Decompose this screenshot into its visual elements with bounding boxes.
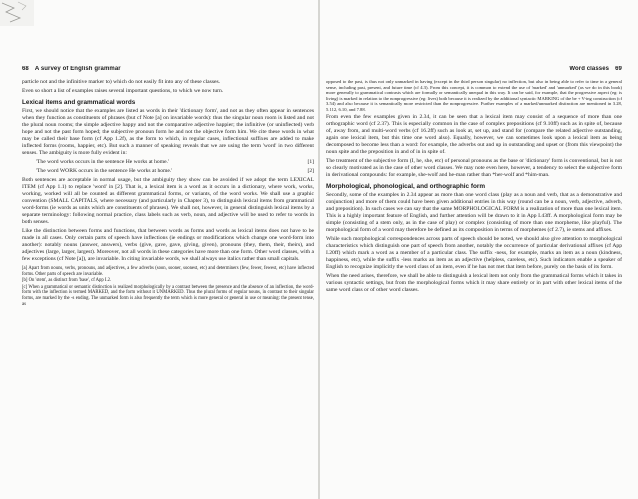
paragraph: Like the distinction between forms and functions, that between words as forms and words as lexical items does not have to be made in all cases. Only certain parts of speech have inflections (ie endings or modifications which change one word-form into another): notably nouns (answer, answers), verbs (give, gave, gave, giving, given), pronouns (they, them, their, theirs), and adjectives (large, larger, largest). Moreover, not all words in these categories have more than one form. Other word classes, with a few exceptions (cf Note [a]), are invariable. In citing invariable words, we shall always use italics rather than small capitals. [22, 228, 314, 262]
paragraph: When the need arises, therefore, we shall be able to distinguish a lexical item not only from the grammatical forms which it takes in various syntactic settings, but from the morphological forms which it may share entirely or in part with other lexical items of the same word class or of other word classes. [326, 273, 622, 293]
paragraph: particle not and the infinitive marker to) which do not easily fit into any of these classes. [22, 79, 221, 85]
right-running-title: Word classes [569, 66, 610, 72]
quote-text: 'The word works occurs in the sentence He works at home.' [36, 159, 169, 165]
note-item: [b] On 'stem', as distinct from 'base', cf App I.2. [22, 278, 112, 284]
left-page-number: 68 [22, 66, 29, 72]
notes-block [22, 266, 314, 307]
paragraph: The treatment of the subjective form (I, he, she, etc) of personal pronouns as the base or 'dictionary' form is conventional, but is not so clearly motivated as in the case of other word classes. We may note even here, however, a tendency to select the subjective form in derivational compounds: for example, she-wolf and he-man rather than *her-wolf and *him-man. [326, 158, 622, 178]
section-2-35 [22, 108, 314, 157]
example-quote-2 [36, 168, 314, 175]
section-2-37 [326, 192, 622, 234]
paragraph: From even the few examples given in 2.34, it can be seen that a lexical item may consist of a sequence of more than one orthographic word (cf 2.37). This is especially common in the case of complex prepositions (cf 9.10ff) such as in spite of, because of, away from, and multi-word verbs (cf 16.2ff) such as look at, set up, and stand for (compare the related adjective outstanding, again one lexical item, but this time one word also). Equally, however, we can sometimes look upon a lexical item as being decomposed to become less than a word: for example, the adverbs out and up in outstanding and upset or (from this viewpoint) the noun spite and the preposition in and of in in spite of. [326, 114, 622, 155]
note-item: [a] Apart from nouns, verbs, pronouns, and adjectives, a few adverbs (soon, sooner, soonest, etc) and determiners (few, fewer, fewest, etc) have inflected forms. Other parts of speech are invariable. [22, 266, 314, 277]
paragraph: Both sentences are acceptable in normal usage, but the ambiguity they show can be avoided if we adopt the term LEXICAL ITEM (cf App 1.1) to replace 'word' in [2]. That is, a lexical item is a word as it occurs in a dictionary, where work, works, working, worked will all be counted as different grammatical forms, or variants, of the word works. We shall use a graphic convention (SMALL CAPITALS, where necessary (and particularly in Chapter 3), to distinguish lexical items from grammatical word-forms (ie words as units which are constituents of phrases). We shall not, however, in general distinguish lexical items by a separate terminology: following normal practice, class labels such as verb, noun, and adjective will be used to refer to words in both senses. [22, 177, 314, 225]
paragraph: While such morphological correspondences across parts of speech should be noted, we should also give attention to morphological characteristics which distinguish one part of speech from another, notably the occurrence of particular derivational affixes (cf App I.20ff) which mark a word as a member of a particular class. The suffix -ness, for example, marks an item as a noun (kindness, happiness, etc), while the suffix -less marks an item as an adjective (helpless, careless, etc). Such indicators enable a speaker of English to recognize implicitly the word class of an item, even if he has not met that item before, purely on the basis of its form. [326, 236, 622, 270]
quote-number: [1] [307, 159, 314, 165]
section-2-36 [326, 114, 622, 156]
right-running-head [326, 66, 622, 75]
left-running-head [22, 66, 314, 75]
section-heading: Lexical items and grammatical words [22, 99, 136, 106]
right-page-number: 69 [615, 66, 622, 72]
quote-text: 'The word WORK occurs in the sentence He works at home.' [36, 168, 173, 174]
section-heading: Morphological, phonological, and orthographic form [326, 183, 486, 190]
example-quote-1 [36, 159, 314, 166]
left-running-title: A survey of English grammar [34, 66, 121, 72]
quote-number: [2] [307, 168, 314, 174]
note-continuation: opposed to the past, is thus not only unmarked in having (except in the third person singular) no inflection, but also in being able to refer to time in a general sense, including past, present, and future time (cf 4.3). From this concept, it is common to extend the use of 'marked' and 'unmarked' (as we do in this book) more generally to grammatical contrasts which are formally or semantically unequal in this way. It can be said, for example, that the progressive aspect (eg: is living) is marked in relation to the nonprogressive (eg: lives) both because it is realized by the additional syntactic MARKING of the be + V-ing construction (cf 3.54) and also because it is semantically more restricted than the nonprogressive. Further examples of a marked/unmarked distinction are mentioned in 3.28, 5.112, 6.10, and 7.88. [326, 79, 622, 112]
scan-noise-image [0, 0, 34, 26]
paragraph: Even so short a list of examples raises several important questions, to which we now turn. [22, 88, 224, 94]
paragraph: First, we should notice that the examples are listed as words in their 'dictionary form', and not as they often appear in sentences when they function as constituents of phrases (but cf Note [a] on invariable words): thus the singular noun room is listed and not the plural noun rooms; the simple adjective happy and not the comparative adjective happier; the infinitive (or uninflected) verb hope and not the past form hoped; the subjective pronoun form he and not the objective form him. We cite these words in what may be called their base form (cf App 1.2f), as the form to which, in regular cases, inflectional suffixes are added to make inflected forms (rooms, happier, etc). But such a manner of speaking reveals that we are using the term 'word' in two different senses. The ambiguity is more fully evident in: [22, 108, 314, 156]
page-gutter [318, 0, 320, 499]
right-page [326, 66, 622, 296]
note-item: [c] When a grammatical or semantic distinction is realized morphologically by a contrast between the presence and the absence of an inflection, the word-form with the inflection is termed MARKED, and the form without it UNMARKED. Thus the plural forms of regular nouns, in contrast to their singular forms, are marked by the -s ending. The unmarked form is also frequently the term which is more general or general in use or meaning: the present tense, as [22, 284, 314, 307]
paragraph: Secondly, some of the examples in 2.34 appear as more than one word class (play as a noun and verb, that as a demonstrative and conjunction) and more of them could have been given additional entries in this way (round can be a noun, verb, adjective, adverb, and preposition). In such cases we can say that the same MORPHOLOGICAL FORM is a realization of more than one lexical item. This is a highly important feature of English, and further attention will be drawn to it in App I.43ff. A morphological form may be simple (consisting of a stem only, as in the case of play) or complex (consisting of more than one morpheme, like playful). The morphological form of a word may therefore be defined as its composition in terms of morphemes (cf 2.7), ie stems and affixes. [326, 192, 622, 233]
left-page [22, 66, 314, 308]
